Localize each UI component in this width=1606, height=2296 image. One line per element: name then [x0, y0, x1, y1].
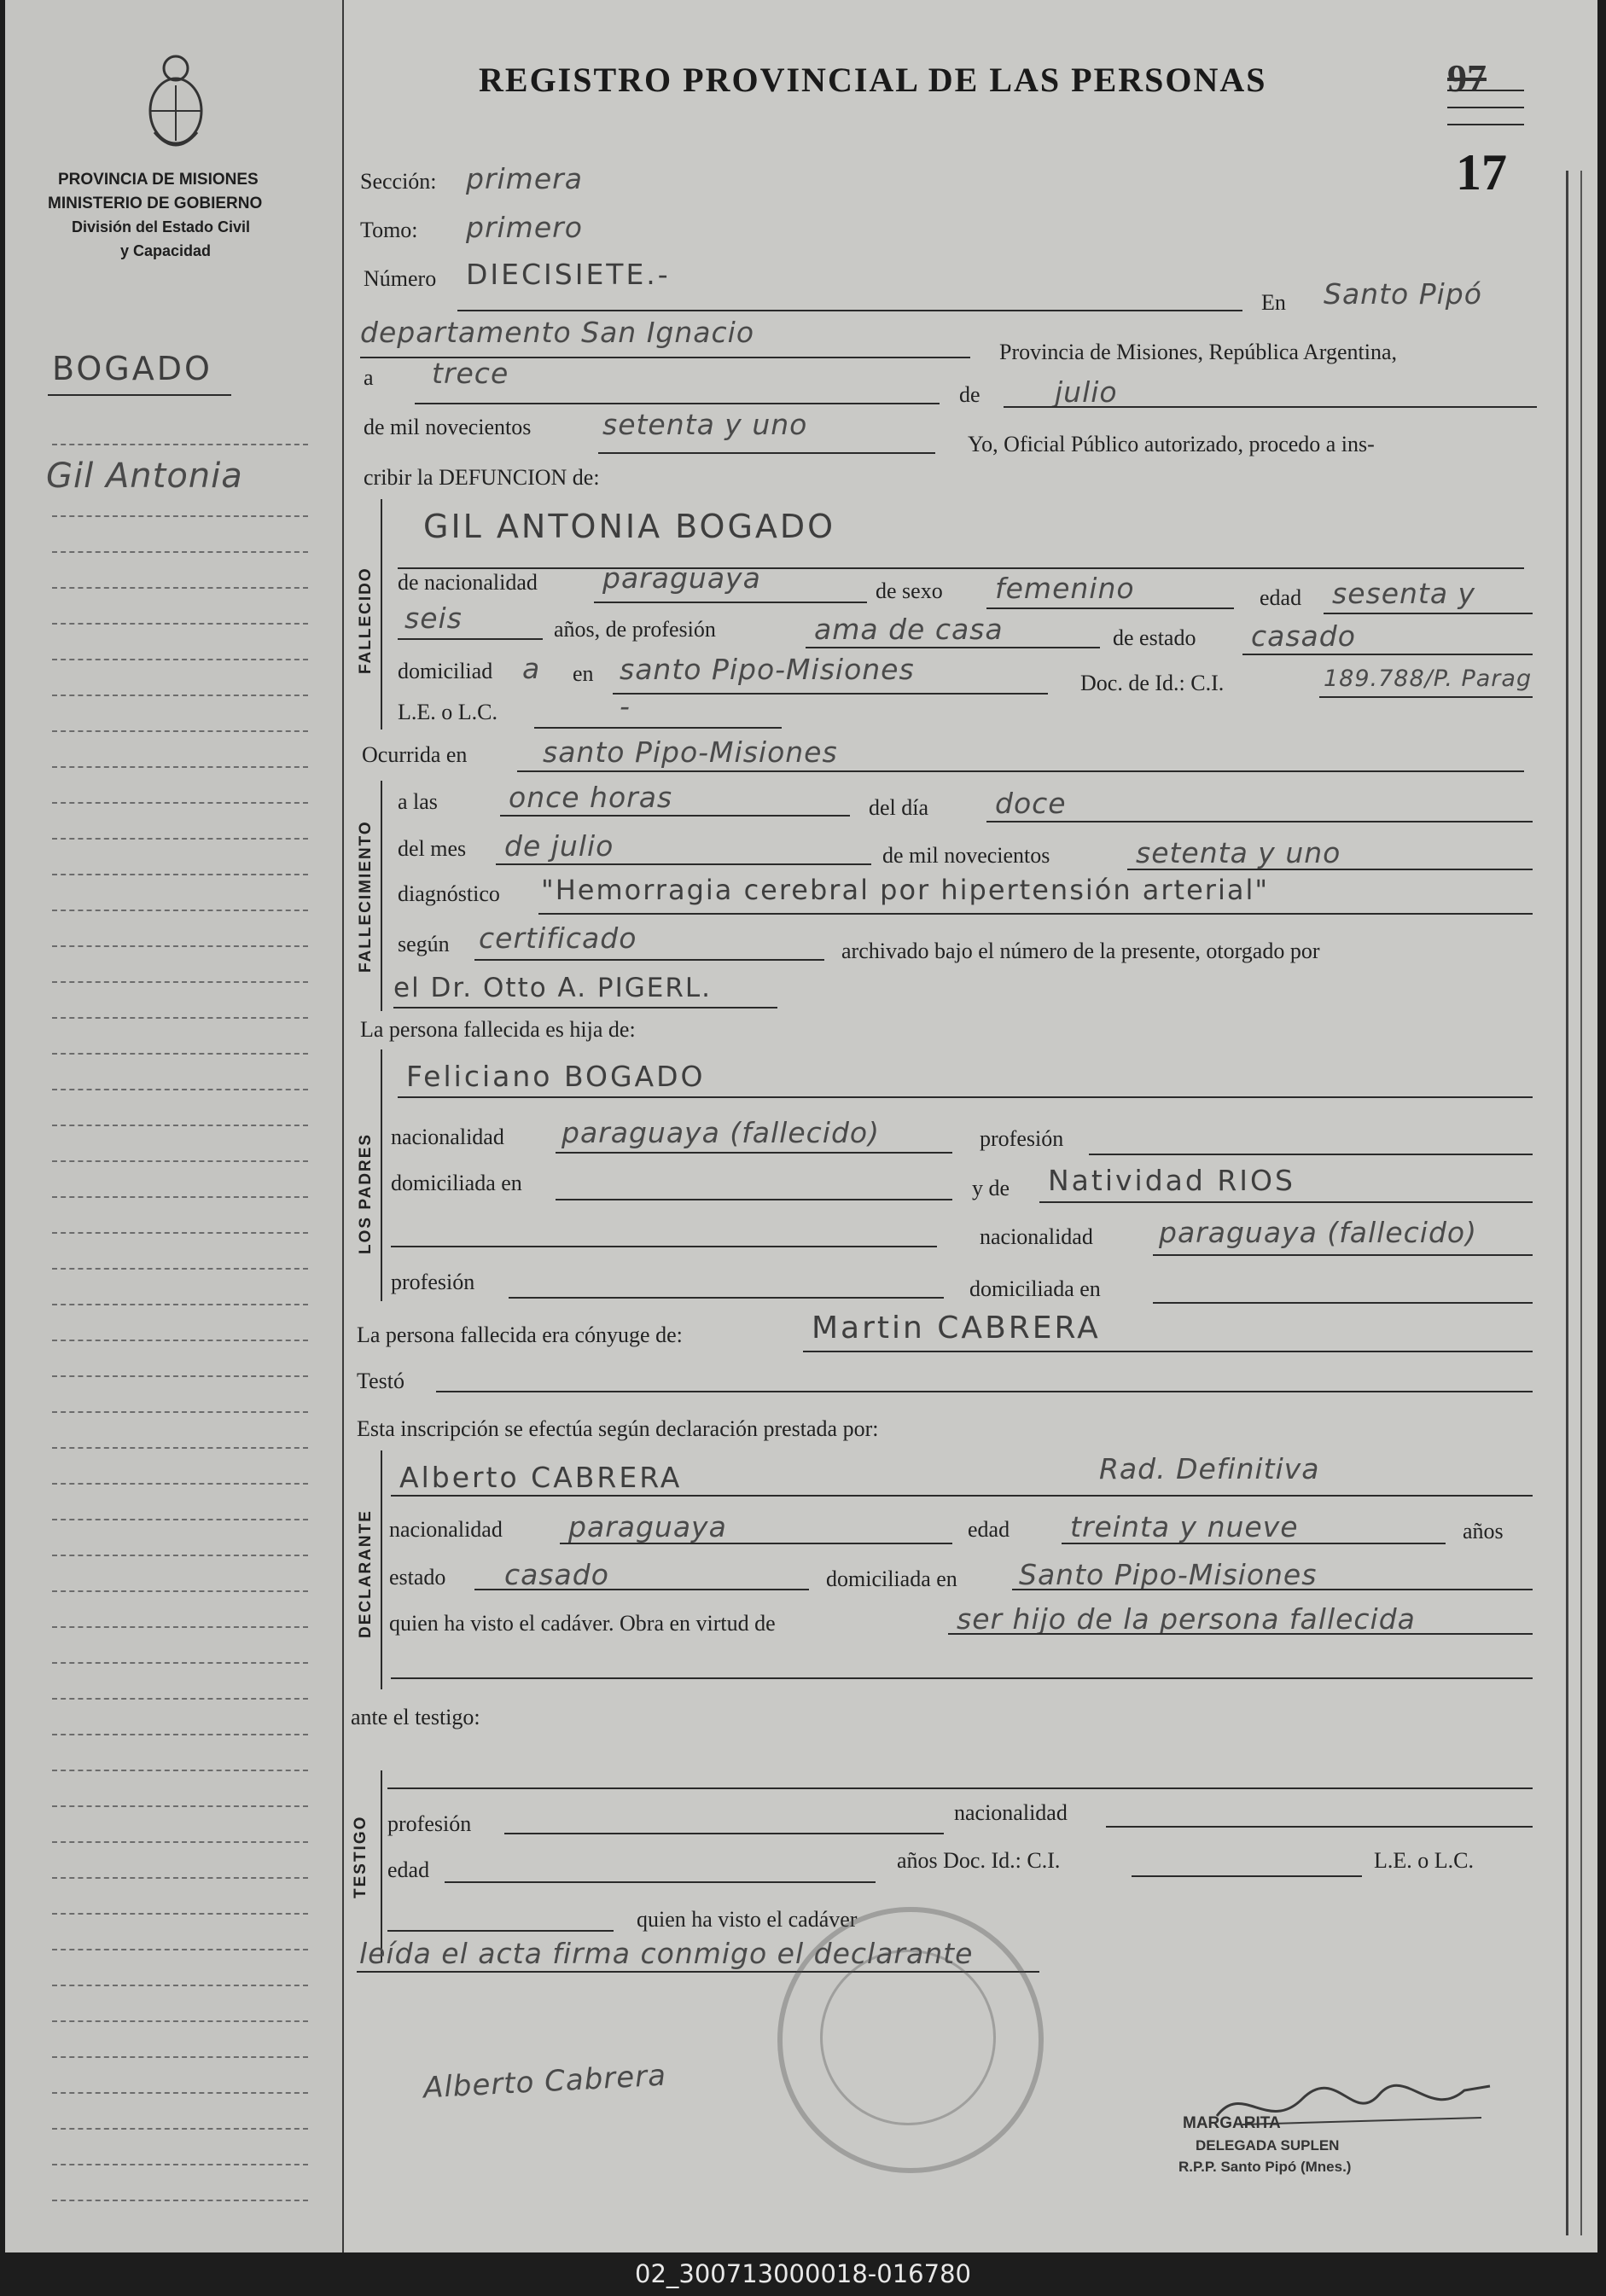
label-seccion: Sección: — [360, 169, 437, 194]
margin-ruled-line — [52, 2128, 308, 2130]
margin-ruled-line — [52, 2056, 308, 2058]
margin-ruled-line — [52, 1805, 308, 1807]
margin-ruled-line — [52, 1734, 308, 1735]
label-de-mil: de mil novecientos — [364, 415, 532, 439]
margin-ruled-line — [52, 2200, 308, 2201]
margin-ruled-line — [52, 1483, 308, 1485]
margin-ruled-line — [52, 1662, 308, 1664]
margin-given-name: Gil Antonia — [46, 456, 243, 496]
page-edge — [1566, 171, 1582, 2235]
margin-ruled-line — [52, 2020, 308, 2022]
value-profesion: ama de casa — [814, 613, 1004, 646]
margin-ruled-line — [52, 1626, 308, 1628]
value-hora: once horas — [509, 781, 673, 814]
document-page — [5, 0, 1597, 2252]
tab-declarante: DECLARANTE — [357, 1509, 375, 1638]
label-inscribir: cribir la DEFUNCION de: — [364, 465, 600, 490]
margin-ruled-line — [52, 766, 308, 768]
label-tomo: Tomo: — [360, 218, 418, 242]
margin-ruled-line — [52, 1698, 308, 1700]
value-d-nac: paraguaya — [568, 1510, 727, 1543]
margin-ruled-line — [52, 1877, 308, 1879]
label-diagnostico: diagnóstico — [398, 881, 500, 906]
margin-column — [5, 0, 344, 2252]
label-de-mil2: de mil novecientos — [882, 843, 1050, 868]
label-ante-testigo: ante el testigo: — [351, 1705, 480, 1729]
margin-ruled-line — [52, 1841, 308, 1843]
value-d-estado: casado — [504, 1558, 609, 1591]
margin-ruled-line — [52, 1519, 308, 1520]
value-medico: el Dr. Otto A. PIGERL. — [393, 973, 713, 1003]
value-dia-f: doce — [995, 787, 1067, 820]
official-seal-inner — [820, 1950, 996, 2125]
label-padre-dom: domiciliada en — [391, 1171, 522, 1195]
margin-ruled-line — [52, 2092, 308, 2094]
label-archivado: archivado bajo el número de la presente, otorgado por — [841, 939, 1320, 963]
label-de: de — [959, 382, 980, 407]
margin-ruled-line — [52, 1447, 308, 1449]
label-madre-dom: domiciliada en — [969, 1276, 1101, 1301]
value-cierre: leída el acta firma conmigo el declarante — [359, 1937, 974, 1970]
label-yo: Yo, Oficial Público autorizado, procedo a ins- — [968, 432, 1375, 456]
margin-ruled-line — [52, 1089, 308, 1090]
coat-of-arms-icon — [137, 38, 214, 158]
tab-testigo: TESTIGO — [352, 1815, 369, 1898]
value-domicilio-suffix: a — [522, 652, 541, 685]
label-le-lc: L.E. o L.C. — [398, 700, 498, 724]
margin-ruled-line — [52, 1555, 308, 1556]
label-estado: de estado — [1113, 625, 1196, 650]
margin-ruled-line — [52, 1985, 308, 1986]
label-en-dom: en — [573, 661, 594, 686]
value-padre: Feliciano BOGADO — [406, 1060, 706, 1093]
value-anio-f: setenta y uno — [1136, 836, 1341, 869]
value-tomo: primero — [466, 211, 583, 244]
margin-ruled-line — [52, 1304, 308, 1305]
label-d-dom: domiciliada en — [826, 1567, 957, 1591]
label-numero: Número — [364, 266, 437, 291]
margin-ruled-line — [52, 1949, 308, 1950]
label-t-anios-doc: años Doc. Id.: C.I. — [897, 1848, 1061, 1873]
label-d-anios: años — [1463, 1519, 1504, 1543]
margin-ruled-line — [52, 444, 308, 445]
label-edad: edad — [1260, 585, 1302, 610]
value-mes-f: de julio — [504, 829, 614, 863]
label-d-quien: quien ha visto el cadáver. Obra en virtud de — [389, 1611, 776, 1636]
margin-ruled-line — [52, 551, 308, 553]
value-anio: setenta y uno — [602, 408, 808, 441]
act-number: 17 — [1456, 144, 1507, 201]
value-conyuge: Martin CABRERA — [812, 1311, 1101, 1346]
value-doc-id: 189.788/P. Parag — [1324, 666, 1533, 692]
issuer-line3: División del Estado Civil — [72, 218, 251, 235]
margin-ruled-line — [52, 1232, 308, 1234]
value-d-edad: treinta y nueve — [1070, 1510, 1299, 1543]
value-le-lc: - — [620, 689, 631, 723]
document-title: REGISTRO PROVINCIAL DE LAS PERSONAS — [479, 61, 1267, 99]
issuer-line1: PROVINCIA DE MISIONES — [58, 171, 259, 189]
value-ocurrida: santo Pipo-Misiones — [543, 735, 838, 769]
label-doc-id: Doc. de Id.: C.I. — [1080, 671, 1225, 695]
label-anios-profesion: años, de profesión — [554, 617, 716, 642]
margin-ruled-line — [52, 695, 308, 696]
value-dia: trece — [432, 357, 509, 390]
value-sexo: femenino — [995, 572, 1135, 605]
label-t-prof: profesión — [387, 1811, 472, 1836]
value-domicilio: santo Pipo-Misiones — [620, 653, 915, 686]
value-departamento: departamento San Ignacio — [360, 316, 755, 349]
label-padre-prof: profesión — [980, 1126, 1064, 1151]
label-del-dia: del día — [869, 795, 929, 820]
label-a: a — [364, 365, 374, 390]
value-numero: DIECISIETE.- — [466, 258, 671, 291]
label-t-quien: quien ha visto el cadáver — [637, 1907, 858, 1932]
margin-ruled-line — [52, 1053, 308, 1055]
margin-ruled-line — [52, 1017, 308, 1019]
margin-ruled-line — [52, 945, 308, 947]
stamp-line1: MARGARITA — [1183, 2114, 1281, 2132]
signature-declarante: Alberto Cabrera — [422, 2058, 667, 2106]
value-declarante-nota: Rad. Definitiva — [1099, 1452, 1320, 1485]
value-lugar: Santo Pipó — [1324, 277, 1482, 311]
label-testo: Testó — [357, 1369, 404, 1393]
value-d-virtud: ser hijo de la persona fallecida — [957, 1602, 1416, 1636]
margin-ruled-line — [52, 1196, 308, 1198]
value-edad-a: sesenta y — [1332, 577, 1476, 610]
value-declarante: Alberto CABRERA — [399, 1461, 683, 1494]
label-a-las: a las — [398, 789, 438, 814]
label-d-estado: estado — [389, 1565, 446, 1590]
label-inscripcion: Esta inscripción se efectúa según declaración prestada por: — [357, 1416, 879, 1441]
label-provincia: Provincia de Misiones, República Argentina, — [999, 340, 1397, 364]
value-padre-nac: paraguaya (fallecido) — [562, 1116, 880, 1149]
margin-ruled-line — [52, 910, 308, 911]
label-t-nac: nacionalidad — [954, 1800, 1068, 1825]
label-t-edad: edad — [387, 1857, 430, 1882]
tab-padres: LOS PADRES — [357, 1132, 375, 1254]
label-madre-nac: nacionalidad — [980, 1224, 1093, 1249]
margin-ruled-line — [52, 1411, 308, 1413]
label-sexo: de sexo — [876, 578, 943, 603]
issuer-line4: y Capacidad — [120, 242, 212, 259]
label-madre-prof: profesión — [391, 1270, 475, 1294]
margin-ruled-line — [52, 874, 308, 875]
value-nombre: GIL ANTONIA BOGADO — [423, 508, 836, 545]
label-d-edad: edad — [968, 1517, 1010, 1542]
margin-ruled-line — [52, 730, 308, 732]
image-id-footer: 02_300713000018-016780 — [0, 2252, 1606, 2296]
value-estado: casado — [1251, 619, 1356, 653]
label-domiciliad: domiciliad — [398, 659, 493, 683]
margin-ruled-line — [52, 802, 308, 804]
margin-ruled-line — [52, 1268, 308, 1270]
margin-ruled-line — [52, 1340, 308, 1341]
value-edad-b: seis — [404, 602, 463, 635]
tab-fallecimiento: FALLECIMIENTO — [357, 820, 375, 973]
label-y-de: y de — [972, 1176, 1010, 1200]
tab-fallecido: FALLECIDO — [357, 567, 375, 674]
value-madre: Natividad RIOS — [1048, 1164, 1295, 1197]
value-diagnostico: "Hemorragia cerebral por hipertensión arterial" — [541, 874, 1270, 906]
label-padre-nac: nacionalidad — [391, 1125, 504, 1149]
margin-ruled-line — [52, 1913, 308, 1915]
label-t-le-lc: L.E. o L.C. — [1374, 1848, 1474, 1873]
struck-number: 97 — [1447, 56, 1487, 100]
label-nacionalidad-de: de nacionalidad — [398, 570, 538, 595]
issuer-line2: MINISTERIO DE GOBIERNO — [48, 195, 263, 212]
value-certificado: certificado — [479, 921, 637, 955]
stamp-line3: R.P.P. Santo Pipó (Mnes.) — [1178, 2159, 1352, 2175]
label-d-nac: nacionalidad — [389, 1517, 503, 1542]
label-conyuge: La persona fallecida era cónyuge de: — [357, 1322, 683, 1347]
margin-ruled-line — [52, 1160, 308, 1162]
margin-ruled-line — [52, 838, 308, 840]
margin-ruled-line — [52, 623, 308, 625]
margin-ruled-line — [52, 1125, 308, 1126]
value-madre-nac: paraguaya (fallecido) — [1159, 1216, 1477, 1249]
stamp-line2: DELEGADA SUPLEN — [1196, 2137, 1340, 2154]
label-hija-de: La persona fallecida es hija de: — [360, 1017, 636, 1042]
label-en: En — [1261, 290, 1286, 315]
value-nacionalidad: paraguaya — [602, 561, 761, 595]
margin-ruled-line — [52, 515, 308, 517]
margin-ruled-line — [52, 587, 308, 589]
margin-ruled-line — [52, 2164, 308, 2165]
margin-ruled-line — [52, 659, 308, 660]
label-del-mes: del mes — [398, 836, 467, 861]
margin-ruled-line — [52, 1770, 308, 1771]
margin-ruled-line — [52, 1375, 308, 1377]
margin-ruled-line — [52, 1590, 308, 1592]
value-seccion: primera — [466, 162, 583, 195]
label-segun: según — [398, 932, 450, 956]
margin-ruled-line — [52, 981, 308, 983]
value-mes: julio — [1055, 375, 1118, 409]
value-d-dom: Santo Pipo-Misiones — [1019, 1558, 1318, 1591]
label-ocurrida: Ocurrida en — [362, 742, 468, 767]
margin-surname: BOGADO — [52, 350, 212, 387]
